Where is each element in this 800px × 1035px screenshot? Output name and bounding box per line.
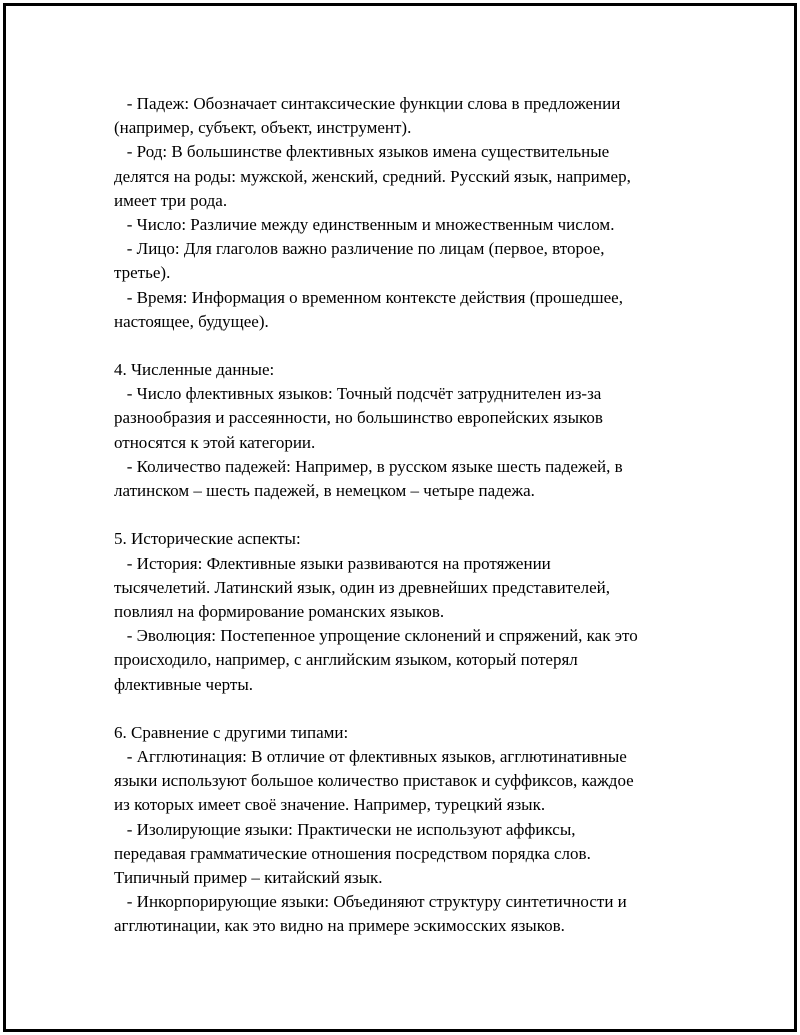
paragraph-gap bbox=[114, 503, 694, 527]
text-line: - Время: Информация о временном контексте действия (прошедшее, bbox=[114, 287, 623, 307]
text-line: - Изолирующие языки: Практически не используют аффиксы, bbox=[114, 819, 576, 839]
text-line: - Число: Различие между единственным и множественным числом. bbox=[114, 214, 615, 234]
text-line: относятся к этой категории. bbox=[114, 432, 316, 452]
paragraph-gap bbox=[114, 697, 694, 721]
text-line: - Число флективных языков: Точный подсчёт затруднителен из-за bbox=[114, 384, 602, 404]
document-body bbox=[114, 92, 694, 939]
text-line: - Род: В большинстве флективных языков имена существительные bbox=[114, 142, 610, 162]
text-line: - Количество падежей: Например, в русском языке шесть падежей, в bbox=[114, 456, 623, 476]
paragraph-gap bbox=[114, 334, 694, 358]
section-heading: 5. Исторические аспекты: bbox=[114, 529, 301, 549]
section-heading: 6. Сравнение с другими типами: bbox=[114, 722, 349, 742]
text-line: третье). bbox=[114, 263, 171, 283]
text-line: делятся на роды: мужской, женский, средний. Русский язык, например, bbox=[114, 166, 631, 186]
text-line: - История: Флективные языки развиваются на протяжении bbox=[114, 553, 551, 573]
text-line: (например, субъект, объект, инструмент). bbox=[114, 118, 412, 138]
text-line: языки используют большое количество приставок и суффиксов, каждое bbox=[114, 771, 634, 791]
text-line: флективные черты. bbox=[114, 674, 253, 694]
text-line: - Лицо: Для глаголов важно различение по лицам (первое, второе, bbox=[114, 239, 605, 259]
text-line: - Агглютинация: В отличие от флективных языков, агглютинативные bbox=[114, 747, 627, 767]
text-line: имеет три рода. bbox=[114, 190, 228, 210]
section-heading: 4. Численные данные: bbox=[114, 360, 275, 380]
text-line: разнообразия и рассеянности, но большинство европейских языков bbox=[114, 408, 603, 428]
text-line: - Эволюция: Постепенное упрощение склонений и спряжений, как это bbox=[114, 626, 638, 646]
text-line: - Инкорпорирующие языки: Объединяют структуру синтетичности и bbox=[114, 892, 627, 912]
text-line: из которых имеет своё значение. Например, турецкий язык. bbox=[114, 795, 546, 815]
text-line: передавая грамматические отношения посредством порядка слов. bbox=[114, 843, 591, 863]
text-line: - Падеж: Обозначает синтаксические функции слова в предложении bbox=[114, 94, 621, 113]
text-line: повлиял на формирование романских языков. bbox=[114, 601, 445, 621]
text-line: Типичный пример – китайский язык. bbox=[114, 868, 383, 887]
text-line: латинском – шесть падежей, в немецком – четыре падежа. bbox=[114, 481, 535, 500]
text-line: тысячелетий. Латинский язык, один из древнейших представителей, bbox=[114, 577, 611, 597]
text-line: настоящее, будущее). bbox=[114, 311, 269, 331]
text-line: агглютинации, как это видно на примере эскимосских языков. bbox=[114, 916, 565, 936]
text-line: происходило, например, с английским языком, который потерял bbox=[114, 650, 578, 670]
